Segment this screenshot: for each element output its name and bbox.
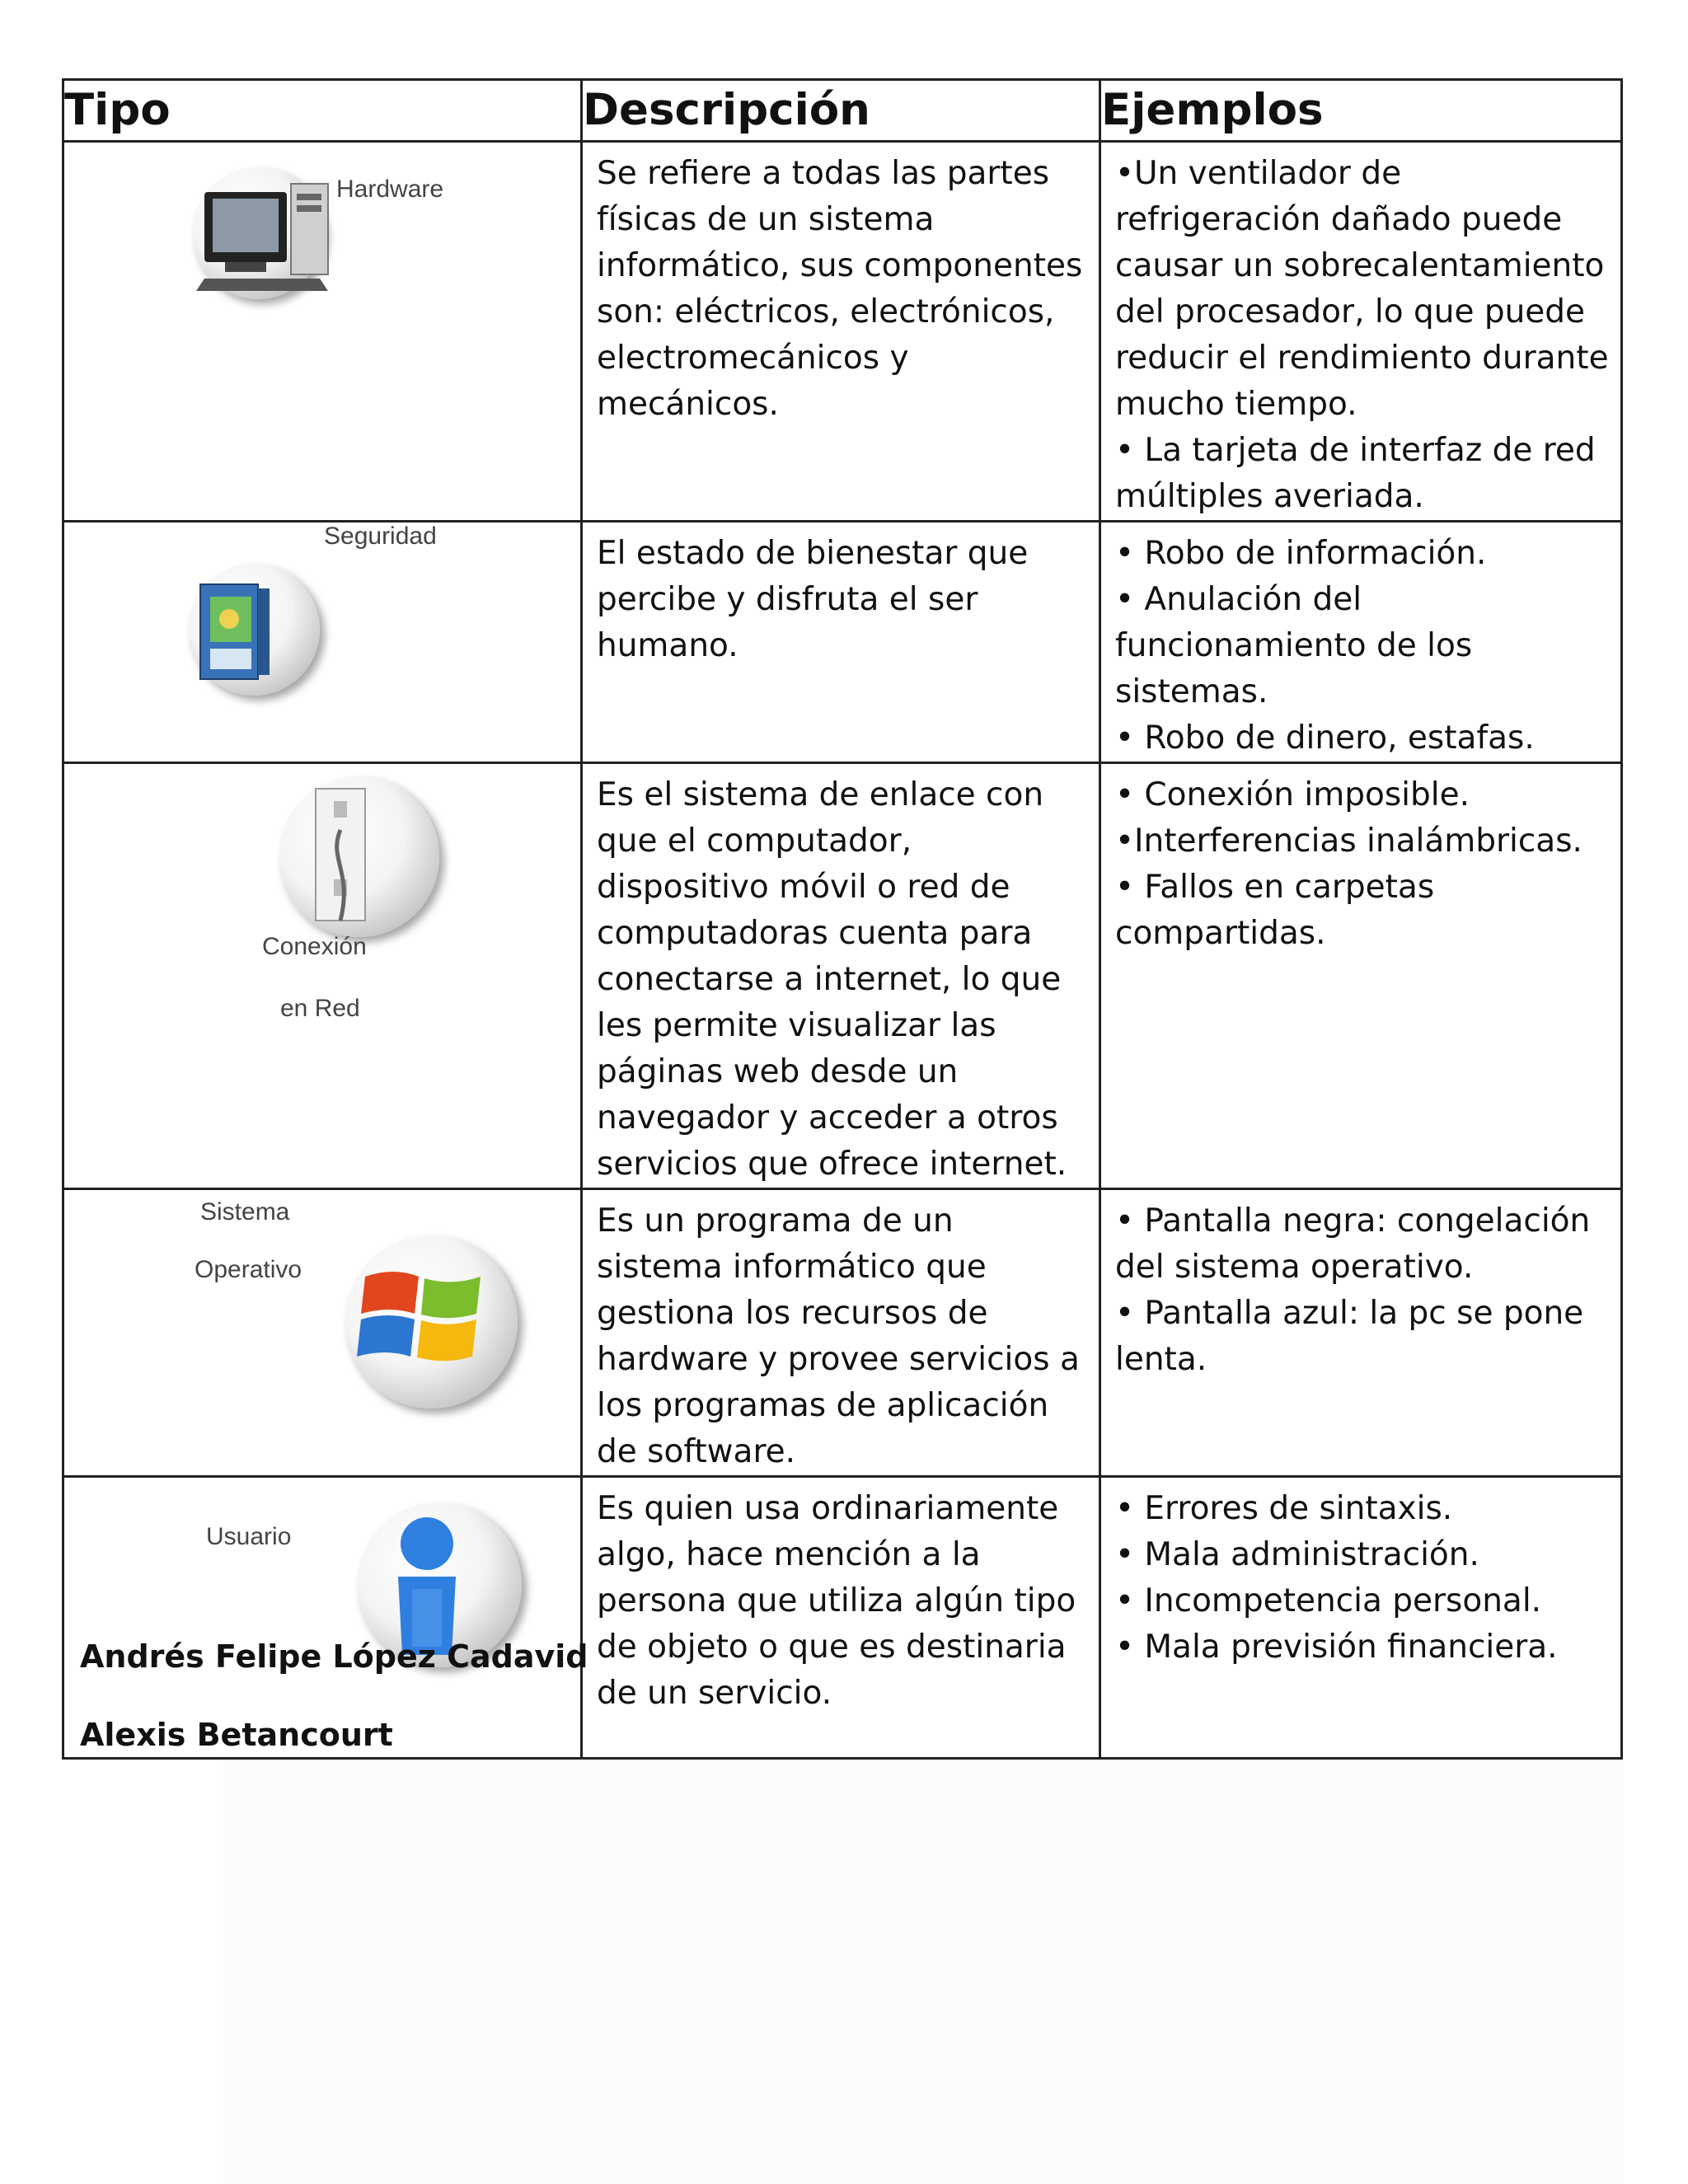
ejemplos-cell-conexion-red — [1100, 763, 1622, 1189]
tipo-cell-sistema-operativo — [63, 1189, 582, 1477]
descripcion-cell-hardware — [582, 142, 1100, 522]
table-header-row — [63, 80, 1622, 142]
ejemplo-item: • Conexión imposible. — [1115, 776, 1470, 813]
descripcion-text: Se refiere a todas las partes físicas de un sistema informático, sus componentes son: eléctricos, electrónicos, electromecánicos y mecánicos. — [597, 155, 1083, 423]
ejemplo-item: • La tarjeta de interfaz de red múltiples averiada. — [1115, 432, 1596, 515]
tipo-cell-seguridad — [63, 522, 582, 763]
author-name: Alexis Betancourt — [80, 1717, 393, 1753]
table-row-conexion-red — [63, 763, 1622, 1189]
windows-logo-icon — [349, 1244, 497, 1392]
ejemplo-item: • Fallos en carpetas compartidas. — [1115, 869, 1435, 952]
ejemplo-item: • Anulación del funcionamiento de los sistemas. — [1115, 581, 1473, 710]
ejemplo-item: • Mala previsión financiera. — [1115, 1629, 1558, 1666]
header-descripcion: Descripción — [582, 80, 1100, 142]
descripcion-cell-conexion-red — [582, 763, 1100, 1189]
tipo-label-seguridad: Seguridad — [324, 523, 437, 550]
descripcion-text: Es un programa de un sistema informático que gestiona los recursos de hardware y provee servicios a los programas de aplicación de software. — [597, 1202, 1080, 1470]
ejemplos-cell-hardware — [1100, 142, 1622, 522]
ejemplo-item: •Un ventilador de refrigeración dañado puede causar un sobrecalentamiento del procesador, lo que puede reducir el rendimiento durante mucho tiempo. — [1115, 155, 1609, 423]
descripcion-text: Es quien usa ordinariamente algo, hace mención a la persona que utiliza algún tipo de objeto o que es destinaria de un servicio. — [597, 1490, 1076, 1712]
tipo-cell-conexion-red — [63, 763, 582, 1189]
ejemplo-item: • Pantalla negra: congelación del sistema operativo. — [1115, 1202, 1591, 1286]
header-tipo: Tipo — [63, 80, 582, 142]
tipo-cell-hardware — [63, 142, 582, 522]
tipo-label-hardware: Hardware — [336, 176, 444, 203]
table-row-hardware — [63, 142, 1622, 522]
tipo-label-usuario: Usuario — [206, 1523, 292, 1550]
descripcion-text: Es el sistema de enlace con que el computador, dispositivo móvil o red de computadoras cuenta para conectarse a internet, lo que les permite visualizar las páginas web desde un navegador y acceder a otros servicios que ofrece internet. — [597, 776, 1067, 1183]
network-cable-icon — [283, 780, 415, 933]
tipo-label-en-red: en Red — [280, 995, 360, 1022]
ejemplo-item: • Mala administración. — [1115, 1536, 1479, 1573]
tipo-label-operativo: Operativo — [195, 1256, 302, 1283]
descripcion-cell-sistema-operativo — [582, 1189, 1100, 1477]
tipo-label-sistema: Sistema — [200, 1198, 290, 1226]
ejemplo-item: • Robo de información. — [1115, 535, 1487, 572]
ejemplos-cell-usuario — [1100, 1477, 1622, 1759]
descripcion-cell-usuario — [582, 1477, 1100, 1759]
ejemplo-item: • Robo de dinero, estafas. — [1115, 719, 1535, 757]
descripcion-text: El estado de bienestar que percibe y disfruta el ser humano. — [597, 535, 1029, 664]
header-ejemplos: Ejemplos — [1100, 80, 1622, 142]
ejemplos-cell-sistema-operativo — [1100, 1189, 1622, 1477]
ejemplo-item: •Interferencias inalámbricas. — [1115, 823, 1582, 860]
ejemplo-item: • Errores de sintaxis. — [1115, 1490, 1453, 1527]
ejemplo-item: • Pantalla azul: la pc se pone lenta. — [1115, 1295, 1584, 1378]
table-row-sistema-operativo — [63, 1189, 1622, 1477]
descripcion-cell-seguridad — [582, 522, 1100, 763]
error-types-table — [62, 78, 1623, 1760]
table-row-seguridad — [63, 522, 1622, 763]
ejemplo-item: • Incompetencia personal. — [1115, 1582, 1542, 1619]
security-software-box-icon — [192, 568, 291, 691]
author-name: Andrés Felipe López Cadavid — [80, 1638, 588, 1675]
tipo-label-conexion: Conexión — [262, 933, 367, 960]
ejemplos-cell-seguridad — [1100, 522, 1622, 763]
